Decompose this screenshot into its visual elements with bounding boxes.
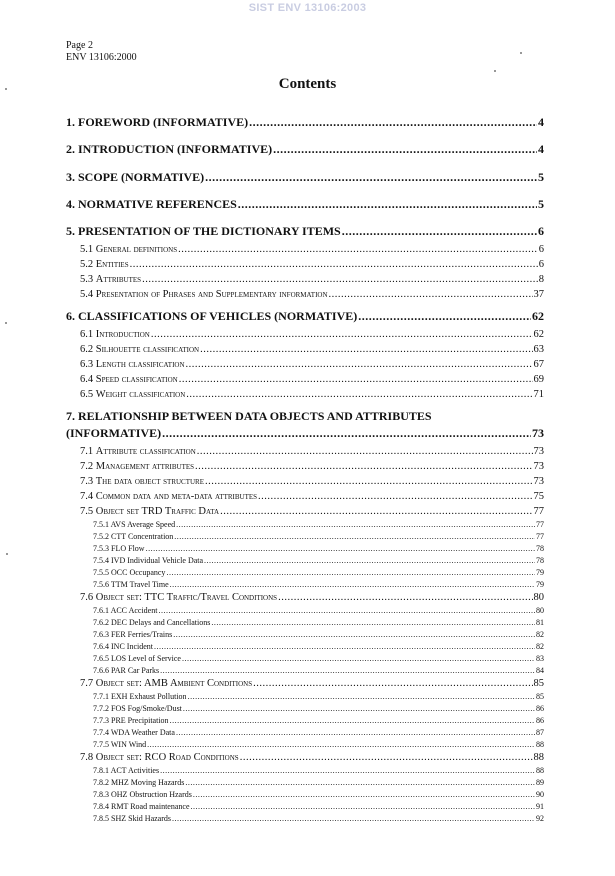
contents-title: Contents bbox=[278, 76, 337, 92]
toc-entry-number: 6.2 bbox=[80, 344, 94, 355]
toc-entry-number: 7.5.6 bbox=[93, 580, 109, 589]
dot-leader bbox=[193, 790, 535, 799]
dot-leader bbox=[211, 618, 535, 627]
toc-entry-title: MHZ Moving Hazards bbox=[111, 778, 185, 787]
toc-page-number: 37 bbox=[533, 289, 544, 300]
toc-entry[interactable] bbox=[93, 520, 544, 529]
toc-entry[interactable] bbox=[80, 491, 544, 502]
dot-leader bbox=[204, 556, 535, 565]
dot-leader bbox=[151, 329, 533, 340]
toc-entry[interactable] bbox=[93, 580, 544, 589]
toc-entry-number: 7.5.4 bbox=[93, 556, 109, 565]
toc-page-number: 92 bbox=[536, 814, 544, 823]
toc-entry-number: 7.6.3 bbox=[93, 630, 109, 639]
page-number: Page 2 bbox=[66, 40, 93, 51]
dot-leader bbox=[342, 224, 537, 239]
scan-speck bbox=[494, 70, 496, 72]
dot-leader bbox=[160, 666, 535, 675]
toc-entry-number: 7.2 bbox=[80, 461, 94, 472]
toc-entry[interactable] bbox=[93, 606, 544, 615]
toc-entry[interactable] bbox=[80, 244, 544, 255]
toc-entry-title: TTM Travel Time bbox=[110, 580, 169, 589]
dot-leader bbox=[191, 802, 536, 811]
toc-entry[interactable] bbox=[80, 476, 544, 487]
toc-entry[interactable] bbox=[66, 197, 544, 212]
dot-leader bbox=[205, 476, 533, 487]
scan-speck bbox=[5, 322, 7, 324]
page-header bbox=[66, 40, 137, 64]
toc-entry-number: 6.3 bbox=[80, 359, 94, 370]
toc-page-number: 6 bbox=[538, 259, 544, 270]
dot-leader bbox=[162, 426, 531, 441]
toc-entry[interactable] bbox=[93, 802, 544, 811]
toc-entry[interactable] bbox=[66, 309, 544, 324]
toc-entry[interactable] bbox=[80, 461, 544, 472]
toc-entry[interactable] bbox=[93, 532, 544, 541]
toc-entry-title: WIN Wind bbox=[110, 740, 147, 749]
toc-entry-number: 7.6.5 bbox=[93, 654, 109, 663]
toc-entry-number: 7.3 bbox=[80, 476, 94, 487]
toc-entry[interactable] bbox=[93, 666, 544, 675]
toc-entry-number: 3. bbox=[66, 170, 75, 184]
toc-entry[interactable] bbox=[93, 568, 544, 577]
dot-leader bbox=[197, 446, 533, 457]
toc-entry-title: Silhouette classification bbox=[95, 344, 200, 355]
scan-speck bbox=[520, 52, 522, 54]
toc-entry-number: 7.5.2 bbox=[93, 532, 109, 541]
toc-page-number: 79 bbox=[536, 568, 544, 577]
toc-entry[interactable] bbox=[80, 289, 544, 300]
dot-leader bbox=[253, 678, 532, 689]
toc-entry-title: INTRODUCTION (INFORMATIVE) bbox=[78, 142, 273, 156]
toc-entry-number: 7.4 bbox=[80, 491, 94, 502]
toc-entry-title: Weight classification bbox=[95, 389, 186, 400]
toc-page-number: 4 bbox=[538, 142, 544, 156]
dot-leader bbox=[142, 274, 538, 285]
toc-entry-number: 7. bbox=[66, 409, 75, 423]
toc-entry-number: 5.1 bbox=[80, 244, 94, 255]
toc-entry-title: LOS Level of Service bbox=[111, 654, 181, 663]
toc-entry[interactable] bbox=[93, 642, 544, 651]
toc-entry-number: 7.6.6 bbox=[93, 666, 109, 675]
dot-leader bbox=[166, 568, 535, 577]
toc-entry[interactable] bbox=[93, 704, 544, 713]
scan-speck bbox=[6, 553, 8, 555]
toc-entry[interactable] bbox=[80, 359, 544, 370]
dot-leader bbox=[240, 752, 533, 763]
toc-entry-number: 5.3 bbox=[80, 274, 94, 285]
toc-entry[interactable] bbox=[93, 654, 544, 663]
toc-entry[interactable] bbox=[80, 446, 544, 457]
toc-entry[interactable] bbox=[66, 142, 544, 157]
toc-entry-title: Object set: TTC Traffic/Travel Conditions bbox=[95, 592, 278, 603]
toc-entry-title: CTT Concentration bbox=[111, 532, 174, 541]
toc-page-number: 62 bbox=[533, 329, 544, 340]
toc-entry-number: 6.5 bbox=[80, 389, 94, 400]
toc-page-number: 79 bbox=[536, 580, 544, 589]
toc-entry-title: OHZ Obstruction Hzards bbox=[111, 790, 192, 799]
toc-entry-title: Attributes bbox=[95, 274, 142, 285]
dot-leader bbox=[158, 606, 535, 615]
toc-entry-number: 7.6.1 bbox=[93, 606, 109, 615]
toc-entry[interactable] bbox=[80, 374, 544, 385]
toc-entry-number: 7.8.1 bbox=[93, 766, 109, 775]
toc-entry-title: IVD Individual Vehicle Data bbox=[111, 556, 204, 565]
toc-page-number: 67 bbox=[533, 359, 544, 370]
toc-entry-number: 7.5.5 bbox=[93, 568, 109, 577]
dot-leader bbox=[176, 520, 535, 529]
toc-entry[interactable] bbox=[93, 556, 544, 565]
toc-entry-number: 7.8.5 bbox=[93, 814, 109, 823]
toc-entry[interactable] bbox=[93, 778, 544, 787]
toc-entry-title: PRE Precipitation bbox=[111, 716, 169, 725]
toc-entry-title: Management attributes bbox=[95, 461, 195, 472]
toc-page-number: 85 bbox=[533, 678, 544, 689]
toc-entry-number: 7.7.3 bbox=[93, 716, 109, 725]
toc-page-number: 88 bbox=[536, 740, 544, 749]
toc-page-number: 85 bbox=[536, 692, 544, 701]
toc-page-number: 6 bbox=[538, 224, 544, 238]
scan-speck bbox=[5, 88, 7, 90]
toc-entry-number: 7.6.2 bbox=[93, 618, 109, 627]
toc-entry-title: WDA Weather Data bbox=[110, 728, 175, 737]
toc-entry[interactable] bbox=[80, 389, 544, 400]
toc-entry-title: ACC Accident bbox=[110, 606, 158, 615]
toc-entry[interactable] bbox=[80, 329, 544, 340]
toc-page-number: 83 bbox=[536, 654, 544, 663]
dot-leader bbox=[179, 374, 533, 385]
toc-entry-title: NORMATIVE REFERENCES bbox=[78, 197, 237, 211]
toc-entry-title-cont: (INFORMATIVE) bbox=[66, 426, 162, 440]
dot-leader bbox=[185, 778, 535, 787]
toc-entry-title: INC Incident bbox=[111, 642, 153, 651]
toc-entry-number: 6.4 bbox=[80, 374, 94, 385]
toc-entry-title: EXH Exhaust Pollution bbox=[111, 692, 187, 701]
dot-leader bbox=[172, 814, 535, 823]
toc-page-number: 69 bbox=[533, 374, 544, 385]
toc-entry-title: FER Ferries/Trains bbox=[111, 630, 173, 639]
toc-entry-title: Length classification bbox=[95, 359, 185, 370]
toc-entry-number: 7.6 bbox=[80, 592, 94, 603]
toc-entry-number: 7.7.2 bbox=[93, 704, 109, 713]
toc-entry-title: General definitions bbox=[95, 244, 178, 255]
toc-page-number: 75 bbox=[533, 491, 544, 502]
toc-page-number: 88 bbox=[533, 752, 544, 763]
toc-page-number: 62 bbox=[532, 309, 544, 323]
toc-entry-number: 5.4 bbox=[80, 289, 94, 300]
toc-page-number: 80 bbox=[533, 592, 544, 603]
toc-entry-title: PAR Car Parks bbox=[111, 666, 160, 675]
toc-entry-number: 1. bbox=[66, 115, 75, 129]
toc-entry[interactable] bbox=[80, 274, 544, 285]
toc-page-number: 89 bbox=[536, 778, 544, 787]
toc-entry-title: AVS Average Speed bbox=[110, 520, 176, 529]
dot-leader bbox=[170, 580, 535, 589]
toc-page-number: 73 bbox=[532, 426, 544, 440]
toc-entry-number: 6.1 bbox=[80, 329, 94, 340]
toc-page-number: 81 bbox=[536, 618, 544, 627]
toc-entry-title: Speed classification bbox=[95, 374, 178, 385]
toc-entry[interactable] bbox=[93, 766, 544, 775]
toc-entry-line1[interactable] bbox=[66, 409, 432, 424]
toc-page-number: 86 bbox=[536, 716, 544, 725]
dot-leader bbox=[182, 654, 535, 663]
toc-page-number: 91 bbox=[536, 802, 544, 811]
toc-entry[interactable] bbox=[66, 115, 544, 130]
toc-entry-number: 7.8.4 bbox=[93, 802, 109, 811]
toc-entry[interactable] bbox=[93, 692, 544, 701]
toc-entry-title: DEC Delays and Cancellations bbox=[111, 618, 211, 627]
toc-entry-title: Entities bbox=[95, 259, 129, 270]
toc-entry-title: PRESENTATION OF THE DICTIONARY ITEMS bbox=[78, 224, 341, 238]
dot-leader bbox=[220, 506, 532, 517]
toc-page-number: 86 bbox=[536, 704, 544, 713]
toc-entry-title: FOREWORD (INFORMATIVE) bbox=[78, 115, 249, 129]
toc-page-number: 73 bbox=[533, 446, 544, 457]
toc-entry[interactable] bbox=[66, 224, 544, 239]
dot-leader bbox=[188, 692, 535, 701]
toc-entry[interactable] bbox=[80, 259, 544, 270]
dot-leader bbox=[195, 461, 532, 472]
toc-page-number: 88 bbox=[536, 766, 544, 775]
toc-entry-title: OCC Occupancy bbox=[111, 568, 166, 577]
dot-leader bbox=[146, 544, 535, 553]
dot-leader bbox=[200, 344, 532, 355]
toc-entry-title: Object set: AMB Ambient Conditions bbox=[95, 678, 253, 689]
toc-page-number: 78 bbox=[536, 544, 544, 553]
dot-leader bbox=[258, 491, 532, 502]
dot-leader bbox=[170, 716, 535, 725]
toc-entry[interactable] bbox=[93, 740, 544, 749]
toc-entry[interactable] bbox=[93, 728, 544, 737]
toc-entry[interactable] bbox=[93, 630, 544, 639]
toc-entry-number: 7.8 bbox=[80, 752, 94, 763]
toc-entry-title: FLO Flow bbox=[111, 544, 145, 553]
toc-entry-number: 5. bbox=[66, 224, 75, 238]
toc-page-number: 80 bbox=[536, 606, 544, 615]
toc-entry[interactable] bbox=[93, 544, 544, 553]
dot-leader bbox=[176, 728, 535, 737]
toc-page-number: 77 bbox=[536, 520, 544, 529]
dot-leader bbox=[174, 532, 535, 541]
toc-entry-number: 7.8.3 bbox=[93, 790, 109, 799]
toc-page-number: 5 bbox=[538, 197, 544, 211]
toc-entry[interactable] bbox=[80, 678, 544, 689]
document-id: ENV 13106:2000 bbox=[66, 52, 137, 63]
toc-page-number: 84 bbox=[536, 666, 544, 675]
toc-entry-title: Presentation of Phrases and Supplementary information bbox=[95, 289, 328, 300]
toc-entry[interactable] bbox=[80, 344, 544, 355]
toc-page-number: 77 bbox=[536, 532, 544, 541]
watermark: SIST ENV 13106:2003 bbox=[248, 2, 367, 14]
toc-page-number: 90 bbox=[536, 790, 544, 799]
toc-entry-title: Attribute classification bbox=[95, 446, 196, 457]
toc-page-number: 82 bbox=[536, 630, 544, 639]
dot-leader bbox=[160, 766, 535, 775]
toc-page-number: 87 bbox=[536, 728, 544, 737]
toc-entry-title: Object set TRD Traffic Data bbox=[95, 506, 220, 517]
toc-entry-title: Introduction bbox=[95, 329, 150, 340]
toc-entry-title: Common data and meta-data attributes bbox=[95, 491, 258, 502]
dot-leader bbox=[238, 197, 537, 212]
dot-leader bbox=[249, 115, 537, 130]
toc-page-number: 8 bbox=[538, 274, 544, 285]
toc-entry-number: 7.5.3 bbox=[93, 544, 109, 553]
toc-page-number: 73 bbox=[533, 476, 544, 487]
toc-entry-number: 7.6.4 bbox=[93, 642, 109, 651]
toc-entry-number: 7.5.1 bbox=[93, 520, 109, 529]
toc-entry[interactable] bbox=[80, 752, 544, 763]
dot-leader bbox=[205, 170, 537, 185]
toc-entry-title: RMT Road maintenance bbox=[111, 802, 190, 811]
toc-page-number: 73 bbox=[533, 461, 544, 472]
toc-entry-title: CLASSIFICATIONS OF VEHICLES (NORMATIVE) bbox=[78, 309, 358, 323]
toc-entry-number: 4. bbox=[66, 197, 75, 211]
toc-entry-title: Object set: RCO Road Conditions bbox=[95, 752, 239, 763]
dot-leader bbox=[273, 142, 537, 157]
toc-entry[interactable] bbox=[66, 426, 544, 441]
toc-page-number: 78 bbox=[536, 556, 544, 565]
toc-entry-title: SCOPE (NORMATIVE) bbox=[78, 170, 205, 184]
toc-entry-title: RELATIONSHIP BETWEEN DATA OBJECTS AND ATTRIBUTES bbox=[78, 409, 432, 423]
toc-entry-number: 7.7 bbox=[80, 678, 94, 689]
toc-page-number: 4 bbox=[538, 115, 544, 129]
toc-entry[interactable] bbox=[93, 814, 544, 823]
toc-entry-title: SHZ Skid Hazards bbox=[111, 814, 171, 823]
toc-entry[interactable] bbox=[93, 716, 544, 725]
toc-entry-number: 2. bbox=[66, 142, 75, 156]
toc-entry[interactable] bbox=[80, 506, 544, 517]
toc-page-number: 5 bbox=[538, 170, 544, 184]
toc-entry[interactable] bbox=[80, 592, 544, 603]
toc-entry-number: 7.8.2 bbox=[93, 778, 109, 787]
dot-leader bbox=[178, 244, 538, 255]
dot-leader bbox=[147, 740, 535, 749]
dot-leader bbox=[130, 259, 538, 270]
dot-leader bbox=[358, 309, 531, 324]
toc-entry[interactable] bbox=[66, 170, 544, 185]
toc-entry-number: 5.2 bbox=[80, 259, 94, 270]
toc-entry-number: 7.7.1 bbox=[93, 692, 109, 701]
toc-entry-number: 7.7.4 bbox=[93, 728, 109, 737]
toc-entry-title: FOS Fog/Smoke/Dust bbox=[111, 704, 182, 713]
toc-page-number: 6 bbox=[538, 244, 544, 255]
dot-leader bbox=[173, 630, 535, 639]
toc-entry[interactable] bbox=[93, 618, 544, 627]
toc-entry-number: 7.5 bbox=[80, 506, 94, 517]
dot-leader bbox=[186, 389, 532, 400]
toc-entry-number: 7.7.5 bbox=[93, 740, 109, 749]
toc-entry-title: The data object structure bbox=[95, 476, 204, 487]
toc-entry-title: ACT Activities bbox=[110, 766, 160, 775]
dot-leader bbox=[183, 704, 535, 713]
toc-page-number: 77 bbox=[533, 506, 544, 517]
dot-leader bbox=[278, 592, 532, 603]
toc-entry-number: 7.1 bbox=[80, 446, 94, 457]
dot-leader bbox=[186, 359, 533, 370]
toc-page-number: 82 bbox=[536, 642, 544, 651]
toc-page-number: 71 bbox=[533, 389, 544, 400]
dot-leader bbox=[329, 289, 533, 300]
toc-entry-number: 6. bbox=[66, 309, 75, 323]
dot-leader bbox=[154, 642, 535, 651]
toc-entry[interactable] bbox=[93, 790, 544, 799]
toc-page-number: 63 bbox=[533, 344, 544, 355]
